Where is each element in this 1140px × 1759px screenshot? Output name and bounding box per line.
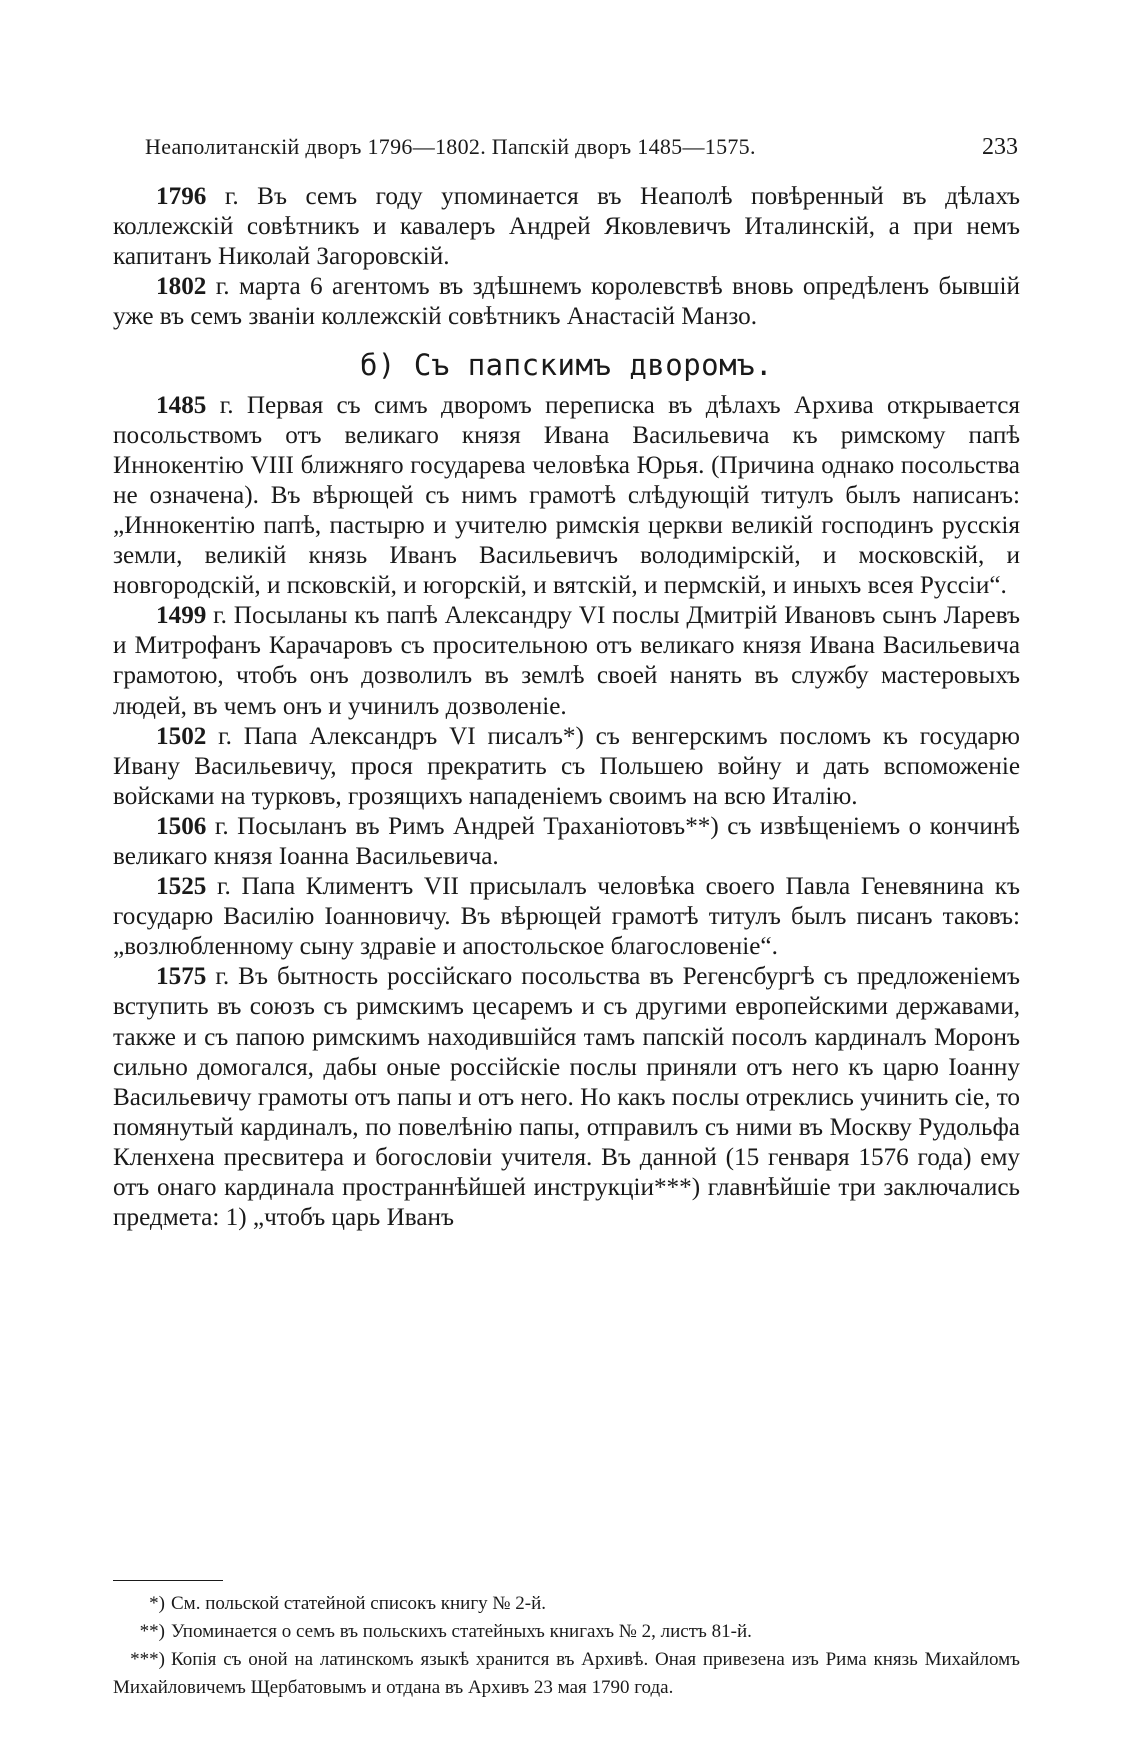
year-label: 1485 [156,391,207,419]
paragraph-1575 [113,962,1020,1233]
paragraph-text: г. Въ семъ году упоминается въ Неаполѣ повѣренный въ дѣлахъ коллежскій совѣтникъ и кавалеръ Андрей Яковлевичъ Италинскій, а при немъ капитанъ Николай Загоровскій. [113,183,1020,271]
footnote-mark: ***) [130,1649,165,1670]
paragraph-text: г. Посыланы къ папѣ Александру VI послы Дмитрій Ивановъ сынъ Ларевъ и Митрофанъ Карачаровъ съ просительною отъ великаго князя Ивана Васильевича грамотою, чтобъ онъ дозволилъ въ землѣ своей нанять въ службу мастеровыхъ людей, въ чемъ онъ и учинилъ дозволеніе. [113,602,1020,720]
paragraph-1485 [113,391,1020,602]
paragraph-text: г. марта 6 агентомъ въ здѣшнемъ королевствѣ вновь опредѣленъ бывшій уже въ семъ званіи коллежскій совѣтникъ Анастасій Манзо. [113,273,1020,331]
year-label: 1506 [156,812,207,840]
running-title: Неаполитанскій дворъ 1796—1802. Папскій дворъ 1485—1575. [145,134,756,159]
footnote-text: Упоминается о семъ въ польскихъ статейныхъ книгахъ № 2, листъ 81-й. [171,1621,752,1642]
year-label: 1796 [156,183,207,210]
footnote-2 [113,1618,1020,1646]
paragraph-1525 [113,872,1020,962]
section-heading: б) Съ папскимъ дворомъ. [359,348,774,383]
year-label: 1802 [156,273,207,301]
paragraph-text: г. Посыланъ въ Римъ Андрей Траханіотовъ**) съ извѣщеніемъ о кончинѣ великаго князя Іоанна Васильевича. [113,812,1020,870]
footnote-3 [113,1646,1020,1702]
paragraph-text: г. Папа Климентъ VII присылалъ человѣка своего Павла Геневянина къ государю Василію Іоанновичу. Въ вѣрющей грамотѣ титулъ былъ писанъ таковъ: „возлюбленному сыну здравіе и апостольское благословеніе“. [113,873,1020,961]
paragraph-text: г. Папа Александръ VI писалъ*) съ венгерскимъ посломъ къ государю Ивану Васильевичу, прося прекратить съ Польшею войну и дать вспоможеніе войсками на турковъ, грозящихъ нападеніемъ своимъ на всю Италію. [113,722,1020,810]
paragraph-text: г. Въ бытность россійскаго посольства въ Регенсбургѣ съ предложеніемъ вступить въ союзъ съ римскимъ цесаремъ и съ другими европейскими державами, также и съ папою римскимъ находившійся тамъ папскій посолъ кардиналъ Моронъ сильно домогался, дабы оные россійскіе послы приняли отъ него къ царю Іоанну Васильевичу грамоты отъ папы и отъ него. Но какъ послы отреклись учинить сіе, то помянутый кардиналъ, по повелѣнію папы, отправилъ съ ними въ Москву Рудольфа Кленхена пресвитера и богословіи учителя. Въ данной (15 генваря 1576 года) ему отъ онаго кардинала пространнѣйшей инструкціи***) главнѣйшіе три заключались предмета: 1) „чтобъ царь Иванъ [113,963,1020,1232]
paragraph-text: г. Первая съ симъ дворомъ переписка въ дѣлахъ Архива открывается посольствомъ отъ великаго князя Ивана Васильевича къ римскому папѣ Иннокентію VIII ближняго государева человѣка Юрья. (Причина однако посольства не означена). Въ вѣрющей съ нимъ грамотѣ слѣдующій титулъ былъ написанъ: „Иннокентію папѣ, пастырю и учителю римскія церкви великій господинъ русскія земли, великій князь Иванъ Васильевичъ володимірскій, и московскій, и новгородскій, и псковскій, и югорскій, и вятскій, и пермскій, и иныхъ всея Руссіи“. [113,391,1020,600]
footnote-text: Копія съ оной на латинскомъ языкѣ хранится въ Архивѣ. Оная привезена изъ Рима князь Михайломъ Михайловичемъ Щербатовымъ и отдана въ Архивъ 23 мая 1790 года. [113,1649,1020,1698]
page-number: 233 [982,134,1018,160]
paragraph-1502 [113,722,1020,812]
paragraph-1796 [113,182,1020,272]
footnote-divider [113,1580,223,1581]
footnote-1 [113,1590,1020,1618]
paragraph-1499 [113,601,1020,721]
paragraph-1802 [113,272,1020,332]
footnote-mark: **) [139,1621,165,1642]
paragraph-1506 [113,812,1020,872]
footnotes [113,1590,1020,1702]
footnote-text: См. польской статейной списокъ книгу № 2-й. [171,1593,547,1614]
year-label: 1502 [156,722,207,750]
year-label: 1525 [156,873,207,901]
year-label: 1499 [156,602,207,630]
year-label: 1575 [156,963,207,991]
running-header [115,134,1018,174]
footnote-mark: *) [149,1593,165,1614]
body-text [113,182,1020,1233]
